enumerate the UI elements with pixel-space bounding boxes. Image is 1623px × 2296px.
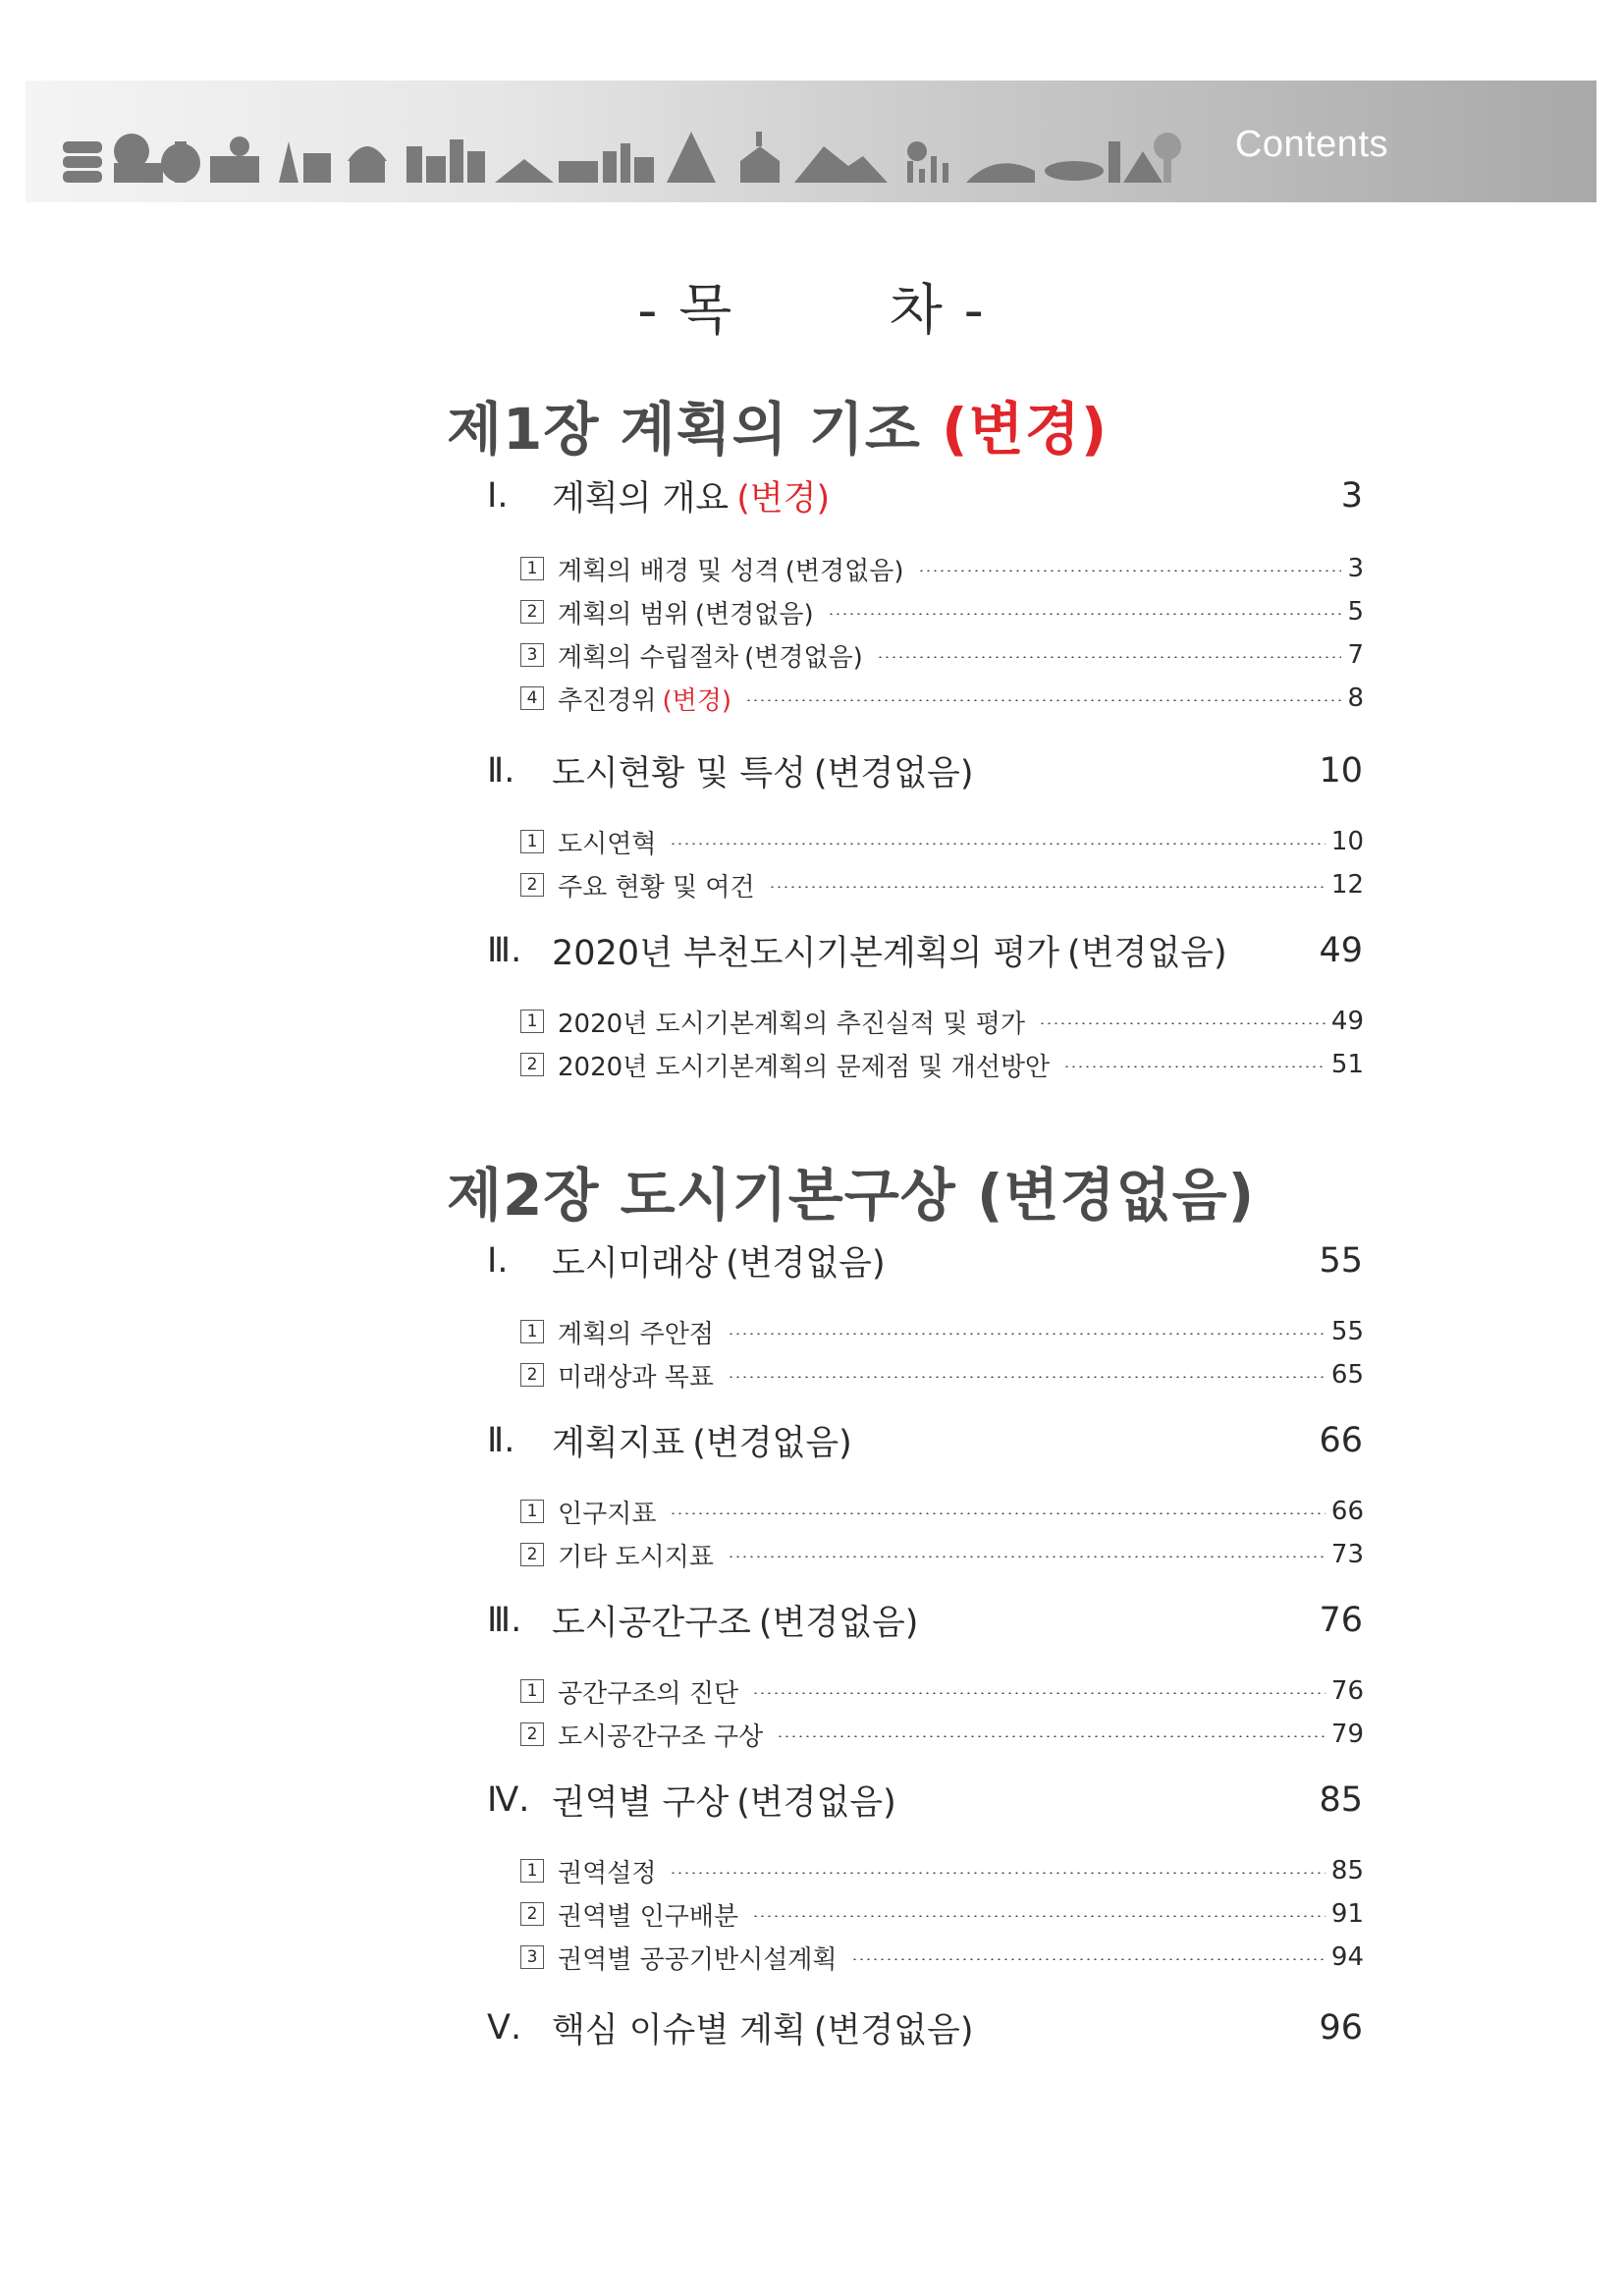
item-number: 2 (520, 873, 544, 897)
section-numeral: Ⅲ. (487, 1601, 522, 1640)
item-number: 4 (520, 686, 544, 710)
item-number: 2 (520, 1722, 544, 1746)
page-title: - 목 차 - (637, 279, 986, 343)
section-page: 55 (1319, 1241, 1363, 1281)
item-page: 10 (1330, 827, 1364, 856)
dot-leader (728, 1333, 1325, 1335)
section-numeral: Ⅱ. (487, 751, 515, 791)
toc-item[interactable] (520, 1674, 1364, 1708)
item-page: 65 (1330, 1360, 1364, 1390)
section-page: 76 (1319, 1601, 1363, 1640)
section-title: 2020년 부천도시기본계획의 평가 (552, 934, 1060, 973)
item-page: 73 (1330, 1540, 1364, 1569)
item-page: 85 (1330, 1856, 1364, 1886)
section-numeral: Ⅰ. (487, 476, 509, 516)
contents-label: Contents (1234, 124, 1388, 165)
toc-section-2-3[interactable] (487, 1596, 1363, 1645)
section-status: (변경없음) (736, 1783, 896, 1823)
item-title: 권역별 공공기반시설계획 (558, 1944, 838, 1975)
toc-item[interactable] (520, 868, 1364, 902)
dot-leader (1063, 1066, 1325, 1067)
section-title: 도시공간구조 (552, 1604, 751, 1643)
dot-leader (728, 1376, 1325, 1378)
item-title: 권역별 인구배분 (558, 1901, 739, 1932)
toc-item[interactable] (520, 825, 1364, 858)
section-page: 96 (1319, 2008, 1363, 2048)
toc-item[interactable] (520, 1495, 1364, 1528)
toc-item[interactable] (520, 1315, 1364, 1348)
dot-leader (918, 570, 1342, 572)
item-title: 계획의 주안점 (558, 1319, 714, 1349)
toc-item[interactable] (520, 1358, 1364, 1392)
dot-leader (851, 1958, 1325, 1960)
item-title: 2020년 도시기본계획의 추진실적 및 평가 (558, 1009, 1025, 1039)
section-status: (변경없음) (813, 754, 974, 793)
item-title: 계획의 수립절차 (558, 642, 739, 673)
toc-item[interactable] (520, 552, 1364, 585)
toc-item[interactable] (520, 1897, 1364, 1931)
section-status: (변경없음) (758, 1604, 919, 1643)
item-page: 79 (1330, 1720, 1364, 1749)
section-title: 핵심 이슈별 계획 (552, 2011, 806, 2050)
item-page: 8 (1347, 683, 1364, 713)
item-number: 1 (520, 1010, 544, 1033)
item-title: 기타 도시지표 (558, 1542, 714, 1572)
item-number: 2 (520, 1902, 544, 1926)
toc-item[interactable] (520, 1941, 1364, 1974)
dot-leader (769, 886, 1325, 888)
section-page: 3 (1340, 476, 1363, 516)
item-number: 2 (520, 600, 544, 624)
section-title: 권역별 구상 (552, 1783, 730, 1823)
section-page: 85 (1319, 1780, 1363, 1820)
item-page: 55 (1330, 1317, 1364, 1346)
item-page: 3 (1347, 554, 1364, 583)
item-title: 계획의 배경 및 성격 (558, 556, 780, 586)
section-numeral: Ⅱ. (487, 1421, 515, 1460)
section-title: 계획지표 (552, 1424, 685, 1463)
item-status: (변경없음) (784, 556, 904, 586)
toc-item[interactable] (520, 595, 1364, 629)
section-numeral: Ⅴ. (487, 2008, 522, 2048)
item-title: 계획의 범위 (558, 599, 689, 629)
item-page: 91 (1330, 1899, 1364, 1929)
toc-section-2-1[interactable] (487, 1236, 1363, 1285)
item-page: 94 (1330, 1942, 1364, 1972)
chapter-status: (변경없음) (976, 1162, 1256, 1229)
item-number: 1 (520, 1859, 544, 1883)
item-title: 인구지표 (558, 1499, 657, 1529)
chapter-title: 제1장 계획의 기조 (447, 396, 921, 463)
section-page: 66 (1319, 1421, 1363, 1460)
item-page: 5 (1347, 597, 1364, 627)
dot-leader (752, 1915, 1325, 1917)
item-page: 51 (1330, 1050, 1364, 1079)
item-title: 주요 현황 및 여건 (558, 872, 755, 902)
dot-leader (670, 1512, 1325, 1514)
item-number: 1 (520, 557, 544, 580)
toc-item[interactable] (520, 638, 1364, 672)
skyline-illustration (63, 102, 1182, 200)
section-status: (변경없음) (1067, 934, 1227, 973)
item-number: 2 (520, 1363, 544, 1387)
item-title: 도시연혁 (558, 829, 657, 859)
item-page: 66 (1330, 1497, 1364, 1526)
section-page: 49 (1319, 931, 1363, 970)
section-page: 10 (1319, 751, 1363, 791)
toc-section-2-4[interactable] (487, 1776, 1363, 1825)
section-status: (변경없음) (692, 1424, 852, 1463)
item-number: 2 (520, 1543, 544, 1566)
item-title: 권역설정 (558, 1858, 657, 1888)
toc-item[interactable] (520, 1005, 1364, 1038)
chapter-1-heading[interactable] (447, 383, 1108, 465)
item-page: 7 (1347, 640, 1364, 670)
item-number: 1 (520, 1320, 544, 1343)
item-title: 2020년 도시기본계획의 문제점 및 개선방안 (558, 1052, 1051, 1082)
item-status: (변경) (662, 685, 731, 716)
section-numeral: Ⅰ. (487, 1241, 509, 1281)
dot-leader (752, 1692, 1325, 1694)
toc-item[interactable] (520, 1538, 1364, 1571)
toc-item[interactable] (520, 1854, 1364, 1887)
item-page: 76 (1330, 1676, 1364, 1706)
dot-leader (877, 656, 1342, 658)
item-number: 3 (520, 1945, 544, 1969)
section-title: 도시미래상 (552, 1244, 719, 1284)
dot-leader (1039, 1022, 1325, 1024)
item-number: 1 (520, 1500, 544, 1523)
dot-leader (777, 1735, 1325, 1737)
item-title: 도시공간구조 구상 (558, 1722, 764, 1752)
toc-section-1-3[interactable] (487, 926, 1363, 975)
chapter-2-heading[interactable] (447, 1149, 1255, 1231)
dot-leader (670, 843, 1325, 845)
section-numeral: Ⅲ. (487, 931, 522, 970)
section-status: (변경없음) (726, 1244, 886, 1284)
toc-section-1-2[interactable] (487, 746, 1363, 795)
section-numeral: Ⅳ. (487, 1780, 530, 1820)
dot-leader (828, 613, 1342, 615)
item-number: 3 (520, 643, 544, 667)
dot-leader (670, 1872, 1325, 1874)
toc-item[interactable] (520, 1718, 1364, 1751)
section-title: 계획의 개요 (552, 479, 730, 519)
item-number: 1 (520, 830, 544, 853)
toc-section-2-2[interactable] (487, 1416, 1363, 1465)
section-status: (변경없음) (813, 2011, 974, 2050)
item-title: 미래상과 목표 (558, 1362, 714, 1393)
section-title: 도시현황 및 특성 (552, 754, 806, 793)
section-status: (변경) (736, 479, 831, 519)
item-number: 2 (520, 1053, 544, 1076)
toc-item[interactable] (520, 1048, 1364, 1081)
item-page: 12 (1330, 870, 1364, 900)
item-page: 49 (1330, 1007, 1364, 1036)
chapter-status: (변경) (942, 396, 1109, 463)
item-title: 공간구조의 진단 (558, 1678, 739, 1709)
item-number: 1 (520, 1679, 544, 1703)
toc-section-2-5[interactable] (487, 2003, 1363, 2052)
item-title: 추진경위 (558, 685, 657, 716)
dot-leader (745, 699, 1341, 701)
toc-section-1-1[interactable] (487, 471, 1363, 520)
item-status: (변경없음) (694, 599, 814, 629)
dot-leader (728, 1556, 1325, 1558)
chapter-title: 제2장 도시기본구상 (447, 1162, 956, 1229)
toc-item[interactable] (520, 682, 1364, 715)
item-status: (변경없음) (744, 642, 863, 673)
header-banner (26, 81, 1596, 202)
